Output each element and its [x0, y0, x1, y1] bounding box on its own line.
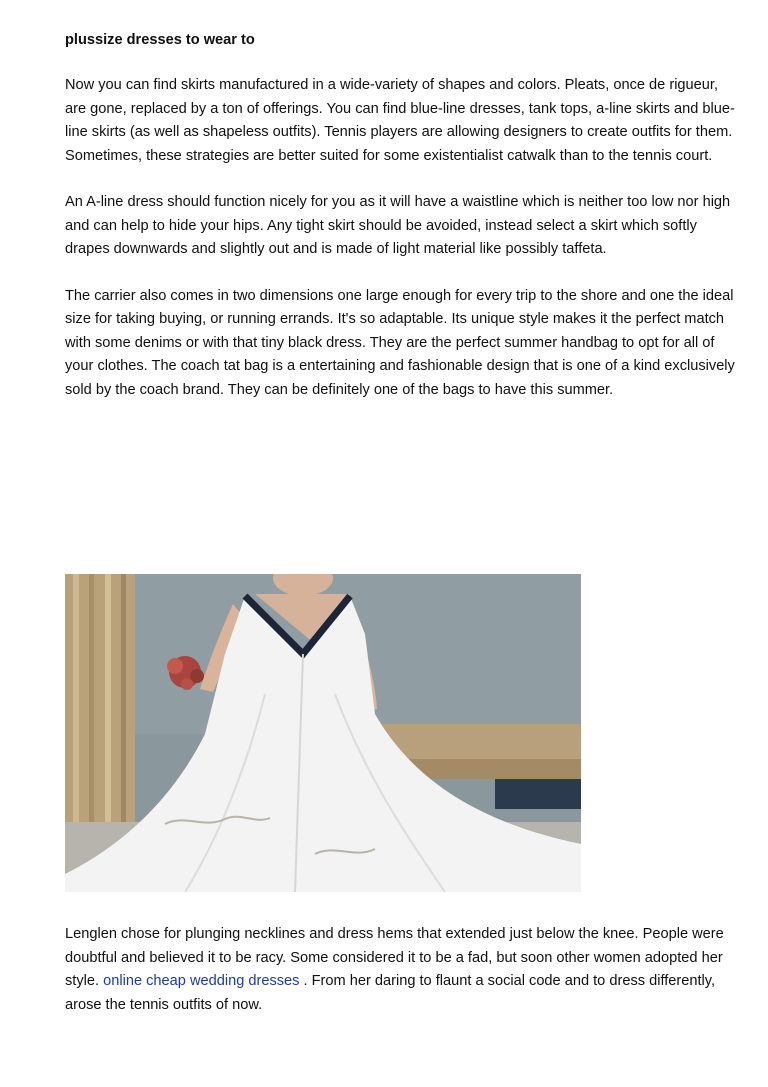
wedding-dresses-link[interactable]: online cheap wedding dresses — [103, 973, 300, 989]
paragraph-4-text-before: Lenglen chose for plunging necklines and dress hems that extended just below the knee. People were doubtful and believed it to be racy. Some considered it to be a fad, but soon other women adopted her style. — [65, 926, 724, 989]
paragraph-2: An A-line dress should function nicely for you as it will have a waistline which is neither too low nor high and can help to hide your hips. Any tight skirt should be avoided, instead select a skirt which softly drapes downwards and slightly out and is made of light material like possibly taffeta. — [65, 194, 731, 257]
paragraph-1: Now you can find skirts manufactured in a wide-variety of shapes and colors. Pleats, once de rigueur, are gone, replaced by a ton of offerings. You can find blue-line dresses, tank tops, a-line skirts and blue-line skirts (as well as shapeless outfits). Tennis players are allowing designers to create outfits for them. Sometimes, these strategies are better suited for some existentialist catwalk than to the tennis court. — [65, 77, 735, 164]
paragraph-3: The carrier also comes in two dimensions one large enough for every trip to the shore and one the ideal size for taking buying, or running errands. It's so adaptable. Its unique style makes it the perfect match with some denims or with that tiny black dress. They are the perfect summer handbag to opt for all of your clothes. The coach tat bag is a entertaining and fashionable design that is one of a kind exclusively sold by the coach brand. They can be definitely one of the bags to have this summer. — [65, 287, 735, 398]
document-body — [65, 30, 740, 425]
paragraph-4-text-after: . From her daring to flaunt a social code and to dress differently, arose the tennis outfits of now. — [65, 973, 716, 1013]
wedding-dress-photo — [65, 574, 581, 892]
paragraph-4 — [65, 923, 740, 1017]
document-title: plussize dresses to wear to — [65, 32, 255, 48]
